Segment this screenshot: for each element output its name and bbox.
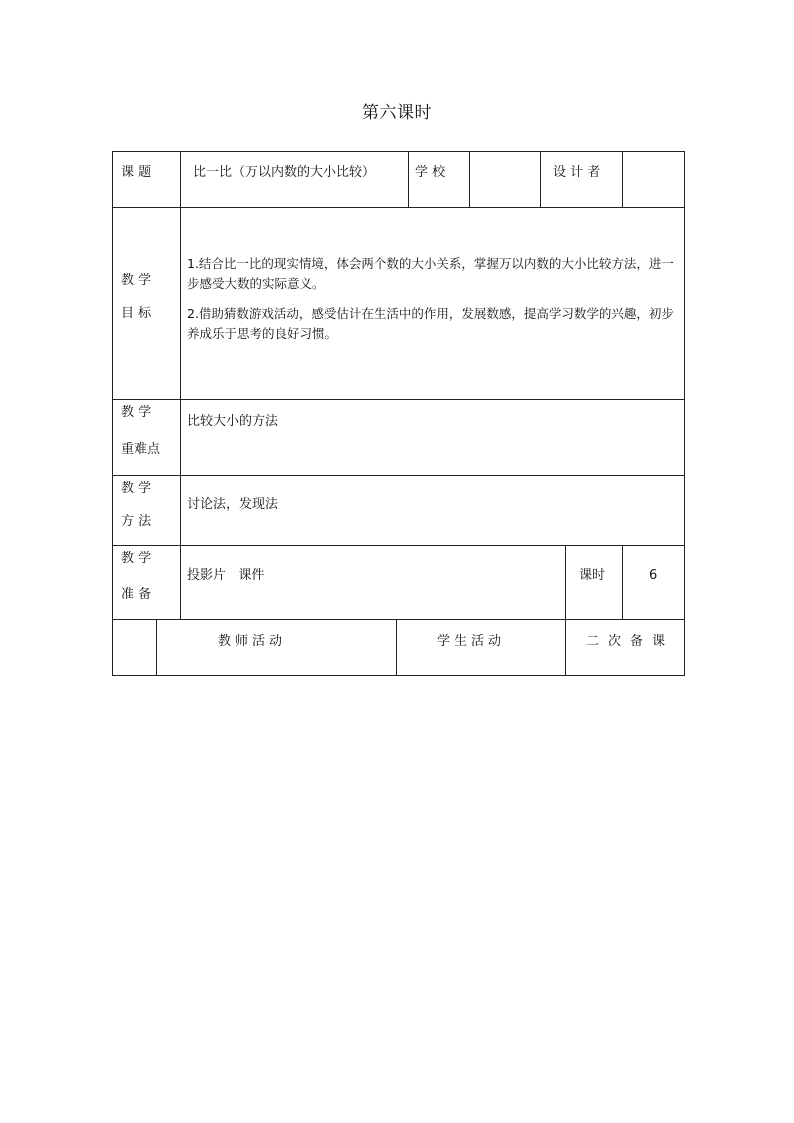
column-divider	[565, 619, 566, 675]
goals-label-line1: 教 学	[121, 273, 152, 288]
goal-item-2: 2.借助猜数游戏活动，感受估计在生活中的作用，发展数感，提高学习数学的兴趣，初步养成乐于思考的良好习惯。	[187, 306, 674, 341]
methods-label-line2: 方 法	[121, 514, 152, 529]
column-divider	[540, 151, 541, 207]
column-divider	[156, 619, 157, 675]
second-prep-header: 二次备课	[586, 634, 675, 649]
column-divider	[622, 151, 623, 207]
student-activity-header: 学生活动	[437, 634, 506, 649]
goals-label-line2: 目 标	[121, 306, 152, 321]
column-divider	[565, 545, 566, 619]
methods-value: 讨论法，发现法	[187, 497, 279, 512]
preparation-label-line2: 准 备	[121, 587, 152, 602]
column-divider	[622, 545, 623, 619]
column-divider	[408, 151, 409, 207]
column-divider	[469, 151, 470, 207]
preparation-label-line1: 教 学	[121, 551, 152, 566]
column-divider	[180, 151, 181, 619]
row-divider	[112, 545, 685, 546]
row-divider	[112, 475, 685, 476]
keypoints-label-line2: 重难点	[121, 442, 161, 457]
preparation-value: 投影片 课件	[187, 568, 265, 583]
row-divider	[112, 207, 685, 208]
keypoints-label-line1: 教 学	[121, 405, 152, 420]
keypoints-value: 比较大小的方法	[187, 414, 279, 429]
topic-value: 比一比（万以内数的大小比较）	[193, 165, 376, 180]
school-label: 学 校	[415, 165, 446, 180]
designer-label: 设 计 者	[553, 165, 601, 180]
hours-label: 课时	[579, 568, 606, 583]
hours-value: 6	[649, 568, 658, 583]
methods-label-line1: 教 学	[121, 481, 152, 496]
column-divider	[396, 619, 397, 675]
row-divider	[112, 399, 685, 400]
row-divider	[112, 619, 685, 620]
goal-item-1: 1.结合比一比的现实情境，体会两个数的大小关系，掌握万以内数的大小比较方法，进一步感受大数的实际意义。	[187, 256, 674, 291]
topic-label: 课 题	[121, 165, 152, 180]
teacher-activity-header: 教师活动	[218, 634, 287, 649]
page-title: 第六课时	[362, 103, 432, 123]
